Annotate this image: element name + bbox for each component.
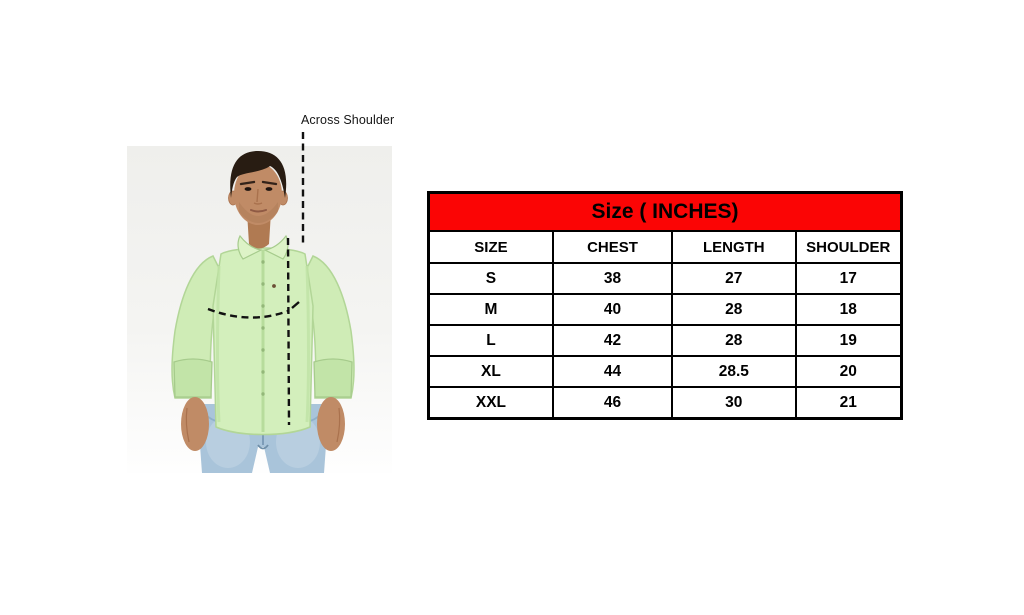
- cell-chest: 44: [553, 356, 672, 387]
- size-chart-header-row: [429, 231, 902, 263]
- cell-shoulder: 20: [796, 356, 902, 387]
- model-head: [229, 151, 288, 249]
- cell-length: 28: [672, 325, 795, 356]
- cell-shoulder: 17: [796, 263, 902, 294]
- cell-size: XL: [429, 356, 553, 387]
- across-shoulder-label: Across Shoulder: [301, 113, 395, 127]
- column-header-shoulder: SHOULDER: [796, 231, 902, 263]
- cell-shoulder: 21: [796, 387, 902, 419]
- cell-shoulder: 18: [796, 294, 902, 325]
- size-chart: [427, 191, 903, 420]
- column-header-chest: CHEST: [553, 231, 672, 263]
- cell-size: S: [429, 263, 553, 294]
- size-row-s: [429, 263, 902, 294]
- cell-length: 28.5: [672, 356, 795, 387]
- cell-size: L: [429, 325, 553, 356]
- cell-shoulder: 19: [796, 325, 902, 356]
- cell-length: 28: [672, 294, 795, 325]
- cell-chest: 40: [553, 294, 672, 325]
- cell-chest: 46: [553, 387, 672, 419]
- model-illustration: [127, 146, 392, 473]
- size-chart-title: Size ( INCHES): [429, 193, 902, 232]
- cell-length: 30: [672, 387, 795, 419]
- cell-size: XXL: [429, 387, 553, 419]
- size-chart-title-row: [429, 193, 902, 232]
- size-row-xl: [429, 356, 902, 387]
- cell-chest: 42: [553, 325, 672, 356]
- size-row-l: [429, 325, 902, 356]
- cell-size: M: [429, 294, 553, 325]
- column-header-size: SIZE: [429, 231, 553, 263]
- model-shirt-torso: [213, 248, 313, 435]
- product-photo: [127, 146, 392, 473]
- size-row-m: [429, 294, 902, 325]
- cell-chest: 38: [553, 263, 672, 294]
- column-header-length: LENGTH: [672, 231, 795, 263]
- cell-length: 27: [672, 263, 795, 294]
- size-chart-table: [427, 191, 903, 420]
- size-row-xxl: [429, 387, 902, 419]
- pocket-button: [272, 284, 276, 288]
